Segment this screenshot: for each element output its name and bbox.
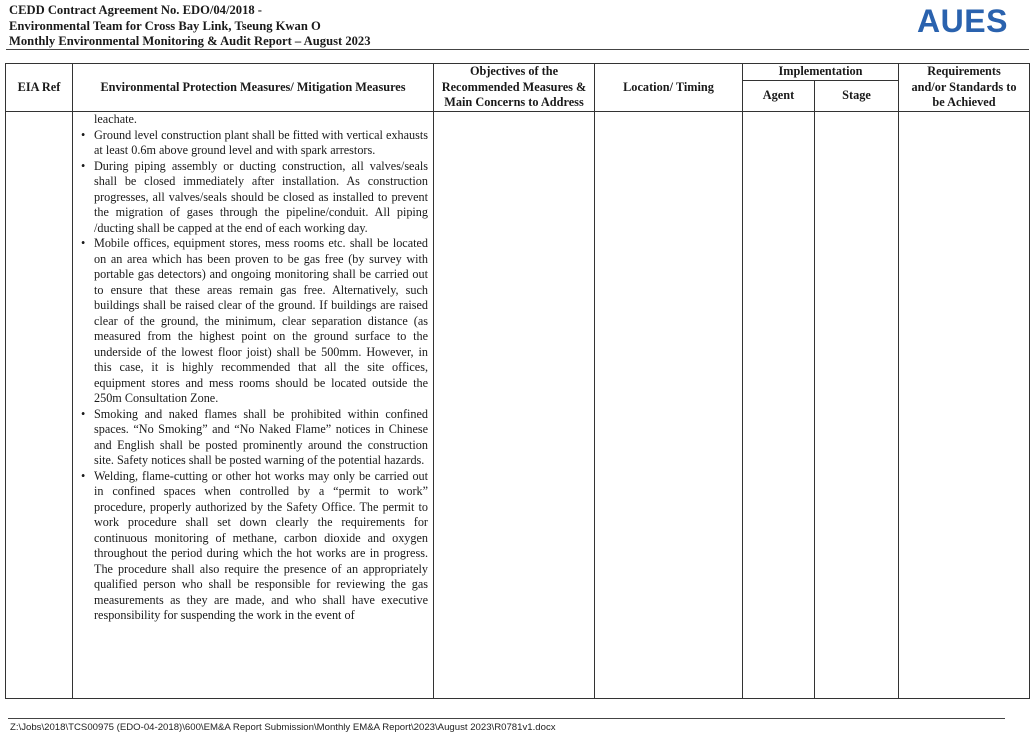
measure-line: who shall be responsible for reviewing the gas measurements [94,577,429,607]
measure-line: is highly recommended that all the site offices, equipment [94,360,429,390]
header-report-title: Monthly Environmental Monitoring & Audit Report – August 2023 [9,34,371,48]
col-header-location-timing: Location/ Timing [595,64,743,112]
aues-logo: AUES [917,3,1008,39]
measure-line: leachate. [94,112,137,126]
measure-line: also require the presence of an appropriately qualified person [94,561,429,591]
document-header [9,3,371,50]
measure-line: which the hot works are in progress. The procedure shall [94,546,428,576]
measure-line: Alternatively, such buildings shall be raised clear of the [94,282,428,312]
measure-line: carried out in confined spaces when controlled by a “permit [94,468,429,498]
measure-line: confined spaces. “No Smoking” and “No Naked Flame” [94,406,429,436]
col-header-stage: Stage [815,81,899,112]
measure-line: Office. The permit to work procedure shall set down clearly [94,499,429,529]
cell-objectives [434,112,595,699]
measure-line: survey with portable gas detectors) and ongoing monitoring [94,251,428,281]
footer-divider [8,718,1005,719]
measure-line: to work” procedure, properly authorized by the Safety [94,484,429,514]
measure-line: lowest floor joist) shall be 500mm. However, in this case, it [94,344,428,374]
cell-eia-ref [6,112,73,699]
measure-line: the requirements for continuous monitoring of methane, [94,515,428,545]
measure-line: as they are made, and who shall have executive [170,592,428,607]
measure-line: ground. If buildings are raised clear of the ground, the [94,298,428,328]
measure-bullet-item [73,159,433,237]
col-header-requirements: Requirements and/or Standards to be Achieved [899,64,1030,112]
measure-line: around the construction site. Safety notices shall be posted [94,437,428,467]
measure-line: arrestors. [330,143,376,157]
measure-line: Consultation Zone. [124,391,219,405]
measure-line: notices in Chinese and English shall be posted prominently [94,422,429,452]
col-header-eia-ref: EIA Ref [6,64,73,112]
measure-line: construction progresses, all valves/seals should be closed as [94,174,428,204]
header-contract-line: CEDD Contract Agreement No. EDO/04/2018 - [9,3,263,17]
col-header-objectives: Objectives of the Recommended Measures & Main Concerns to Address [434,64,595,112]
measure-line: end of each working day. [244,220,368,235]
measure-line: stores and mess rooms should be located outside the 250m [94,375,429,405]
measure-line: Mobile offices, equipment stores, mess rooms etc. shall be [94,236,389,250]
measure-line: Welding, flame-cutting or other hot works may only be [94,468,371,483]
measure-bullet-item [73,236,433,407]
col-header-measures: Environmental Protection Measures/ Mitigation Measures [73,64,434,112]
header-team-line: Environmental Team for Cross Bay Link, Tseung Kwan O [9,18,321,33]
header-divider [6,49,1029,50]
col-header-implementation: Implementation [743,64,899,81]
measure-line: During piping assembly or ducting construction, all [94,158,364,173]
measure-line: pipeline/conduit. All piping /ducting shall be capped at the [94,205,428,235]
measure-line: minimum, clear separation distance (as measured from the [94,313,429,343]
cell-stage [815,112,899,699]
measure-bullet-item [73,469,433,624]
measure-line: located on an area which has been proven to be gas free (by [94,236,429,266]
cell-measures [73,112,434,699]
measure-line: Smoking and naked flames shall be prohibited within [94,406,379,421]
measure-line: Ground level construction plant shall be fitted with vertical [94,127,383,142]
col-header-agent: Agent [743,81,815,112]
measure-line: highest point on the ground surface to the underside of the [94,329,429,359]
measure-line: responsibility for suspending the work in the event of [94,608,355,622]
mitigation-measures-table [5,63,1030,699]
cell-location-timing [595,112,743,699]
measure-bullet-item [73,128,433,159]
cell-requirements [899,112,1030,699]
measures-list [73,112,433,624]
cell-agent [743,112,815,699]
measure-line: carbon dioxide and oxygen throughout the period during [94,530,428,560]
measure-line: shall be carried out to ensure that these areas remain gas free. [94,267,429,297]
measure-line: exhausts at least 0.6m above ground level and with spark [94,127,429,157]
measure-line: valves/seals shall be closed immediately after installation. As [94,158,429,188]
measure-continuation [73,112,433,128]
measure-line: warning of the potential hazards. [264,453,425,467]
footer-file-path: Z:\Jobs\2018\TCS00975 (EDO-04-2018)\600\EM&A Report Submission\Monthly EM&A Report\2023\August 2023\R0781v1.docx [10,722,556,733]
measure-line: installed to prevent the migration of gases through the [94,189,429,219]
measure-bullet-item [73,407,433,469]
